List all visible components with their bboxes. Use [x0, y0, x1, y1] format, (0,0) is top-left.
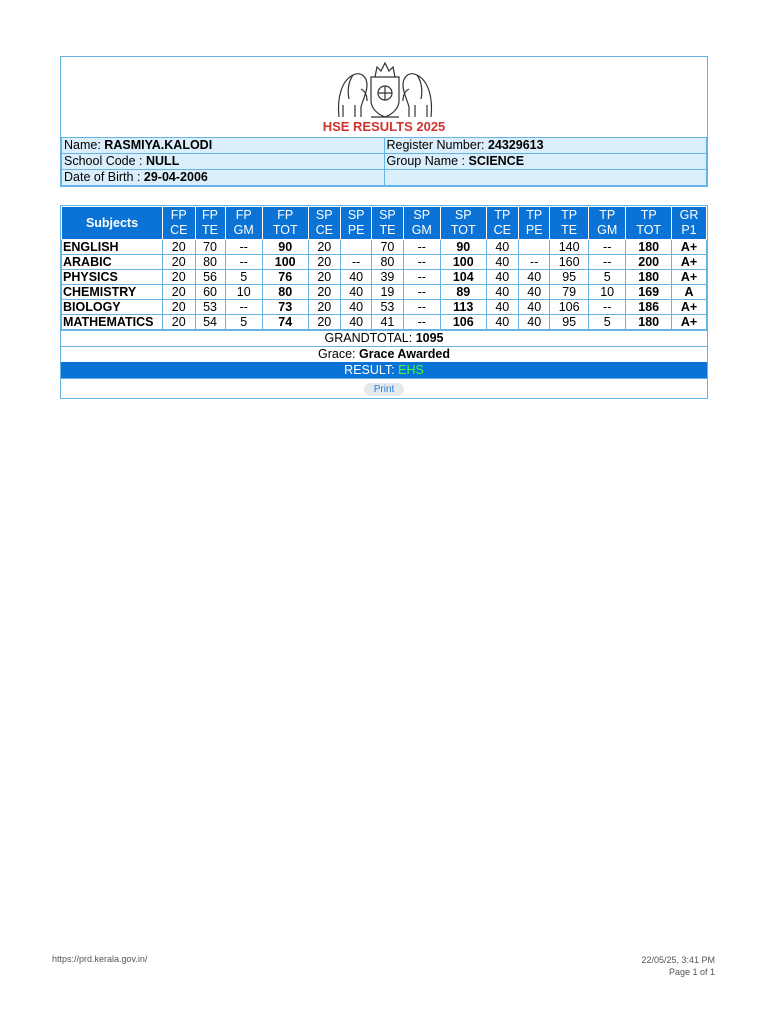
mark-cell: 10 [589, 285, 626, 300]
mark-cell: 40 [341, 270, 372, 285]
table-row [62, 255, 707, 270]
mark-cell: 180 [626, 270, 672, 285]
name-label: Name: [64, 138, 105, 152]
mark-cell: -- [225, 255, 262, 270]
column-header [225, 207, 262, 240]
mark-cell: 73 [262, 300, 308, 315]
mark-cell: 200 [626, 255, 672, 270]
mark-cell: 56 [195, 270, 225, 285]
column-header-line: CE [315, 223, 333, 237]
subject-name: PHYSICS [62, 270, 163, 285]
student-name: RASMIYA.KALODI [104, 138, 213, 152]
subject-name: CHEMISTRY [62, 285, 163, 300]
column-header [403, 207, 440, 240]
mark-cell: 90 [440, 240, 486, 255]
footer-info [641, 954, 715, 978]
column-header-line: TE [202, 223, 218, 237]
header [61, 57, 707, 137]
mark-cell: A+ [671, 240, 706, 255]
column-header [195, 207, 225, 240]
mark-cell: 40 [486, 315, 519, 330]
mark-cell: 40 [519, 300, 550, 315]
column-header [486, 207, 519, 240]
mark-cell: 20 [163, 270, 196, 285]
mark-cell: 5 [225, 315, 262, 330]
subject-name: MATHEMATICS [62, 315, 163, 330]
print-button[interactable]: Print [364, 383, 405, 396]
info-row [62, 170, 707, 186]
mark-cell: 53 [195, 300, 225, 315]
column-header [163, 207, 196, 240]
marks-body [62, 240, 707, 330]
column-header-line: FP [277, 208, 294, 222]
mark-cell: 180 [626, 240, 672, 255]
column-header-line: PE [525, 223, 543, 237]
column-header-line: TOT [272, 223, 298, 237]
mark-cell: 5 [589, 315, 626, 330]
table-row [62, 240, 707, 255]
mark-cell: 186 [626, 300, 672, 315]
column-header-line: GM [411, 223, 432, 237]
mark-cell: 60 [195, 285, 225, 300]
group-label: Group Name : [386, 154, 469, 168]
mark-cell: 41 [372, 315, 403, 330]
mark-cell: 95 [550, 270, 589, 285]
column-header-line: GM [597, 223, 618, 237]
column-header-line: TP [599, 208, 616, 222]
mark-cell [519, 240, 550, 255]
mark-cell: 160 [550, 255, 589, 270]
column-header [626, 207, 672, 240]
mark-cell: 20 [163, 315, 196, 330]
column-header [372, 207, 403, 240]
column-header [262, 207, 308, 240]
footer-datetime: 22/05/25, 3:41 PM [641, 955, 715, 965]
column-header-subjects [62, 207, 163, 240]
mark-cell: -- [403, 255, 440, 270]
column-header-line: SP [454, 208, 472, 222]
grandtotal-label: GRANDTOTAL: [324, 331, 416, 345]
info-row [62, 138, 707, 154]
mark-cell: 140 [550, 240, 589, 255]
mark-cell: A+ [671, 255, 706, 270]
mark-cell: 104 [440, 270, 486, 285]
column-header-line: TP [526, 208, 543, 222]
marks-header-row [62, 207, 707, 240]
column-header-line: CE [170, 223, 188, 237]
name-cell [62, 138, 385, 154]
dob-label: Date of Birth : [64, 170, 144, 184]
column-header-line: SP [347, 208, 365, 222]
mark-cell: -- [589, 255, 626, 270]
column-header [341, 207, 372, 240]
mark-cell: A+ [671, 315, 706, 330]
table-row [62, 270, 707, 285]
mark-cell: 74 [262, 315, 308, 330]
subject-name: ARABIC [62, 255, 163, 270]
date-of-birth: 29-04-2006 [143, 170, 208, 184]
mark-cell: 20 [308, 300, 341, 315]
mark-cell: -- [403, 270, 440, 285]
register-number: 24329613 [487, 138, 544, 152]
mark-cell: 20 [163, 300, 196, 315]
mark-cell: -- [403, 300, 440, 315]
column-header [550, 207, 589, 240]
mark-cell: 5 [589, 270, 626, 285]
register-label: Register Number: [386, 138, 488, 152]
mark-cell [341, 240, 372, 255]
mark-cell: 95 [550, 315, 589, 330]
grace-label: Grace: [317, 347, 359, 361]
table-row [62, 300, 707, 315]
mark-cell: 80 [372, 255, 403, 270]
mark-cell: 40 [486, 270, 519, 285]
mark-cell: A [671, 285, 706, 300]
marks-table [61, 206, 707, 330]
dob-cell [62, 170, 385, 186]
mark-cell: 70 [372, 240, 403, 255]
mark-cell: 20 [308, 315, 341, 330]
mark-cell: 40 [486, 285, 519, 300]
mark-cell: 100 [262, 255, 308, 270]
mark-cell: 106 [550, 300, 589, 315]
mark-cell: -- [403, 240, 440, 255]
column-header-line: P1 [681, 223, 697, 237]
mark-cell: 100 [440, 255, 486, 270]
mark-cell: -- [225, 300, 262, 315]
column-header-line: TP [494, 208, 511, 222]
mark-cell: 40 [519, 315, 550, 330]
student-info-panel [60, 56, 708, 187]
column-header-line: FP [235, 208, 252, 222]
mark-cell: 39 [372, 270, 403, 285]
subject-name: BIOLOGY [62, 300, 163, 315]
mark-cell: -- [403, 285, 440, 300]
mark-cell: 40 [341, 285, 372, 300]
mark-cell: 113 [440, 300, 486, 315]
mark-cell: 20 [308, 255, 341, 270]
footer-page: Page 1 of 1 [668, 967, 715, 977]
column-header-line: TP [640, 208, 657, 222]
mark-cell: 40 [341, 315, 372, 330]
column-header-line: SP [315, 208, 333, 222]
mark-cell: 20 [163, 255, 196, 270]
result-label: RESULT: [344, 363, 399, 377]
mark-cell: 54 [195, 315, 225, 330]
mark-cell: 80 [195, 255, 225, 270]
grandtotal-value: 1095 [415, 331, 444, 345]
mark-cell: 76 [262, 270, 308, 285]
result-value: EHS [398, 363, 424, 377]
column-header-line: CE [493, 223, 511, 237]
mark-cell: 70 [195, 240, 225, 255]
mark-cell: 89 [440, 285, 486, 300]
mark-cell: A+ [671, 270, 706, 285]
mark-cell: -- [519, 255, 550, 270]
mark-cell: 90 [262, 240, 308, 255]
mark-cell: 169 [626, 285, 672, 300]
mark-cell: 5 [225, 270, 262, 285]
kerala-state-emblem-icon [331, 59, 439, 121]
info-row [62, 154, 707, 170]
column-header-line: TOT [450, 223, 476, 237]
column-header [519, 207, 550, 240]
mark-cell: 80 [262, 285, 308, 300]
mark-cell: 40 [486, 300, 519, 315]
mark-cell: 20 [308, 285, 341, 300]
grace-value: Grace Awarded [358, 347, 450, 361]
table-row [62, 315, 707, 330]
mark-cell: -- [589, 300, 626, 315]
result-row [61, 362, 707, 378]
mark-cell: 20 [163, 240, 196, 255]
empty-cell [384, 170, 707, 186]
column-header [440, 207, 486, 240]
column-header-line: PE [347, 223, 365, 237]
register-cell [384, 138, 707, 154]
mark-cell: -- [589, 240, 626, 255]
column-header-line: Subjects [85, 215, 139, 230]
mark-cell: 40 [519, 270, 550, 285]
column-header-line: FP [170, 208, 187, 222]
student-info-table [61, 137, 707, 186]
print-row [61, 378, 707, 398]
mark-cell: 10 [225, 285, 262, 300]
mark-cell: 40 [519, 285, 550, 300]
school-code: NULL [146, 154, 180, 168]
mark-cell: 79 [550, 285, 589, 300]
mark-cell: -- [341, 255, 372, 270]
mark-cell: 180 [626, 315, 672, 330]
mark-cell: 40 [486, 255, 519, 270]
column-header-line: TE [379, 223, 396, 237]
column-header-line: TE [561, 223, 578, 237]
marks-panel [60, 205, 708, 399]
column-header-line: GR [679, 208, 699, 222]
page-title: HSE RESULTS 2025 [322, 119, 446, 134]
column-header-line: SP [379, 208, 396, 222]
group-cell [384, 154, 707, 170]
mark-cell: 40 [486, 240, 519, 255]
column-header [671, 207, 706, 240]
mark-cell: 20 [308, 240, 341, 255]
mark-cell: 40 [341, 300, 372, 315]
column-header-line: TOT [636, 223, 662, 237]
mark-cell: A+ [671, 300, 706, 315]
footer-url: https://prd.kerala.gov.in/ [52, 954, 148, 964]
subject-name: ENGLISH [62, 240, 163, 255]
mark-cell: 106 [440, 315, 486, 330]
mark-cell: 20 [308, 270, 341, 285]
mark-cell: 19 [372, 285, 403, 300]
column-header [589, 207, 626, 240]
grace-row [61, 346, 707, 362]
mark-cell: 20 [163, 285, 196, 300]
grandtotal-row [61, 330, 707, 346]
column-header [308, 207, 341, 240]
column-header-line: FP [202, 208, 218, 222]
column-header-line: TP [561, 208, 578, 222]
mark-cell: -- [225, 240, 262, 255]
group-name: SCIENCE [468, 154, 525, 168]
column-header-line: SP [413, 208, 431, 222]
table-row [62, 285, 707, 300]
column-header-line: GM [233, 223, 254, 237]
mark-cell: 53 [372, 300, 403, 315]
school-label: School Code : [64, 154, 146, 168]
mark-cell: -- [403, 315, 440, 330]
school-cell [62, 154, 385, 170]
